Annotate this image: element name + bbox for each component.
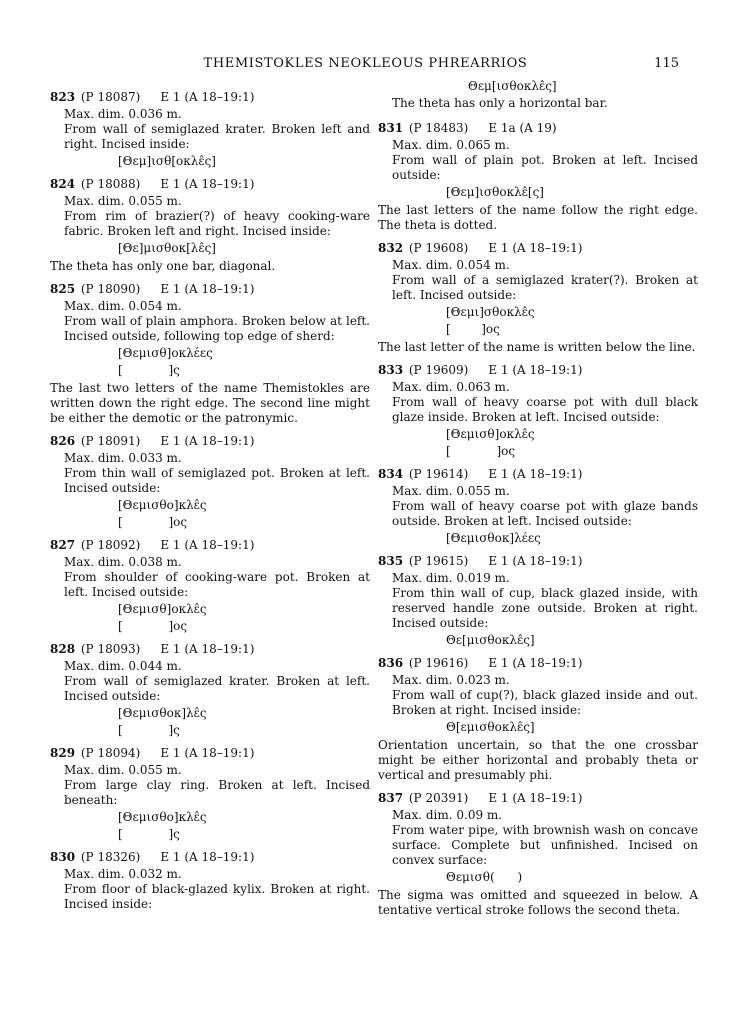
- entry-heading: [378, 554, 698, 569]
- inscription-line: [ ]ος: [446, 322, 500, 336]
- entry-heading: [378, 467, 698, 482]
- commentary: Orientation uncertain, so that the one crossbar might be either horizontal and probably theta or vertical and presumably phi.: [378, 738, 698, 782]
- find-location: E 1 (A 18–19:1): [160, 90, 255, 104]
- catalog-entry: [50, 177, 370, 274]
- inscription-line: [Θεμι]σθοκλε̂ς: [446, 305, 535, 319]
- description: From wall of cup(?), black glazed inside and out. Broken at right. Incised inside:: [392, 688, 698, 717]
- description: From rim of brazier(?) of heavy cooking-ware fabric. Broken left and right. Incised inside:: [64, 209, 370, 238]
- max-dimension: Max. dim. 0.054 m.: [392, 258, 510, 272]
- inventory-number: (P 18087): [77, 90, 141, 104]
- inventory-number: (P 18483): [405, 121, 469, 135]
- inscription-line: Θ[εμισθοκλε̂ς]: [446, 720, 535, 734]
- max-dimension: Max. dim. 0.023 m.: [392, 673, 510, 687]
- catalog-entry: [50, 434, 370, 530]
- continued-note: The theta has only a horizontal bar.: [392, 96, 608, 110]
- commentary: The theta has only one bar, diagonal.: [50, 259, 276, 273]
- entry-heading: [378, 121, 698, 136]
- entry-number: 832: [378, 241, 404, 255]
- entry-heading: [378, 791, 698, 806]
- find-location: E 1 (A 18–19:1): [488, 554, 583, 568]
- entry-heading: [50, 850, 370, 865]
- inventory-number: (P 18326): [77, 850, 141, 864]
- find-location: E 1 (A 18–19:1): [160, 538, 255, 552]
- inscription-line: [Θεμ]ισθοκλε̂[ς]: [446, 185, 544, 199]
- entry-number: 834: [378, 467, 404, 481]
- inscription-line: [ ]ος: [446, 444, 516, 458]
- description: From wall of plain amphora. Broken below at left. Incised outside, following top edge of sherd:: [64, 314, 370, 343]
- max-dimension: Max. dim. 0.032 m.: [64, 867, 182, 881]
- entry-heading: [50, 90, 370, 105]
- max-dimension: Max. dim. 0.055 m.: [64, 194, 182, 208]
- max-dimension: Max. dim. 0.065 m.: [392, 138, 510, 152]
- inscription-line: [ ]ς: [118, 827, 180, 841]
- find-location: E 1 (A 18–19:1): [488, 791, 583, 805]
- max-dimension: Max. dim. 0.055 m.: [64, 763, 182, 777]
- entry-number: 837: [378, 791, 404, 805]
- find-location: E 1 (A 18–19:1): [488, 467, 583, 481]
- inventory-number: (P 18088): [77, 177, 141, 191]
- inscription-line: [Θεμισθ]οκλέες: [118, 346, 213, 360]
- inventory-number: (P 19608): [405, 241, 469, 255]
- catalog-entry: [378, 363, 698, 459]
- description: From wall of plain pot. Broken at left. Incised outside:: [392, 153, 698, 182]
- max-dimension: Max. dim. 0.063 m.: [392, 380, 510, 394]
- entry-heading: [50, 177, 370, 192]
- catalog-entry: [50, 850, 370, 912]
- inventory-number: (P 20391): [405, 791, 469, 805]
- entry-number: 833: [378, 363, 404, 377]
- entry-heading: [378, 363, 698, 378]
- entry-number: 826: [50, 434, 76, 448]
- description: From wall of a semiglazed krater(?). Broken at left. Incised outside:: [392, 273, 698, 302]
- inventory-number: (P 19615): [405, 554, 469, 568]
- inventory-number: (P 19609): [405, 363, 469, 377]
- entry-heading: [378, 656, 698, 671]
- commentary: The sigma was omitted and squeezed in below. A tentative vertical stroke follows the second theta.: [378, 888, 698, 917]
- inventory-number: (P 18091): [77, 434, 141, 448]
- max-dimension: Max. dim. 0.033 m.: [64, 451, 182, 465]
- page-number: 115: [654, 56, 679, 71]
- find-location: E 1 (A 18–19:1): [160, 850, 255, 864]
- catalog-entry: [50, 282, 370, 426]
- entry-heading: [50, 538, 370, 553]
- description: From thin wall of semiglazed pot. Broken at left. Incised outside:: [64, 466, 370, 495]
- inventory-number: (P 19616): [405, 656, 469, 670]
- entry-heading: [50, 642, 370, 657]
- inscription-line: [ ]ς: [118, 723, 180, 737]
- inscription-line: [Θεμισθ]οκλε̂ς: [118, 602, 207, 616]
- description: From floor of black-glazed kylix. Broken at right. Incised inside:: [64, 882, 370, 911]
- running-title: THEMISTOKLES NEOKLEOUS PHREARRIOS: [203, 56, 528, 71]
- inventory-number: (P 18092): [77, 538, 141, 552]
- inventory-number: (P 19614): [405, 467, 469, 481]
- max-dimension: Max. dim. 0.044 m.: [64, 659, 182, 673]
- right-entries: [378, 121, 698, 918]
- catalog-entry: [378, 241, 698, 355]
- inscription-line: Θε[μισθοκλε̂ς]: [446, 633, 535, 647]
- find-location: E 1 (A 18–19:1): [160, 282, 255, 296]
- continued-inscription: Θεμ[ισθοκλε̂ς]: [468, 79, 557, 93]
- max-dimension: Max. dim. 0.036 m.: [64, 107, 182, 121]
- inventory-number: (P 18093): [77, 642, 141, 656]
- catalog-entry: [378, 554, 698, 648]
- entry-number: 836: [378, 656, 404, 670]
- entry-number: 828: [50, 642, 76, 656]
- catalog-entry: [50, 538, 370, 634]
- commentary: The last two letters of the name Themistokles are written down the right edge. The second line might be either the demotic or the patronymic.: [50, 381, 370, 425]
- catalog-entry: [50, 90, 370, 169]
- catalog-entry: [50, 746, 370, 842]
- inscription-line: Θεμισθ( ): [446, 870, 523, 884]
- entry-number: 835: [378, 554, 404, 568]
- find-location: E 1 (A 18–19:1): [488, 241, 583, 255]
- entry-number: 829: [50, 746, 76, 760]
- inscription-line: [ ]ς: [118, 363, 180, 377]
- entry-number: 825: [50, 282, 76, 296]
- inventory-number: (P 18090): [77, 282, 141, 296]
- max-dimension: Max. dim. 0.054 m.: [64, 299, 182, 313]
- inscription-line: [Θεμ]ισθ[οκλε̂ς]: [118, 154, 216, 168]
- left-column: [50, 90, 370, 920]
- inscription-line: [Θεμισθοκ]λε̂ς: [118, 706, 207, 720]
- entry-number: 823: [50, 90, 76, 104]
- description: From wall of heavy coarse pot with dull black glaze inside. Broken at left. Incised outside:: [392, 395, 698, 424]
- find-location: E 1 (A 18–19:1): [488, 363, 583, 377]
- find-location: E 1a (A 19): [488, 121, 557, 135]
- entry-heading: [50, 282, 370, 297]
- description: From shoulder of cooking-ware pot. Broken at left. Incised outside:: [64, 570, 370, 599]
- inventory-number: (P 18094): [77, 746, 141, 760]
- description: From wall of semiglazed krater. Broken left and right. Incised inside:: [64, 122, 370, 151]
- inscription-line: [ ]ος: [118, 515, 188, 529]
- find-location: E 1 (A 18–19:1): [160, 642, 255, 656]
- inscription-line: [Θεμισθ]οκλε̂ς: [446, 427, 535, 441]
- max-dimension: Max. dim. 0.055 m.: [392, 484, 510, 498]
- description: From large clay ring. Broken at left. Incised beneath:: [64, 778, 370, 807]
- inscription-line: [Θεμισθο]κλε̂ς: [118, 498, 207, 512]
- commentary: The last letter of the name is written below the line.: [378, 340, 696, 354]
- catalog-entry: [378, 467, 698, 546]
- entry-number: 824: [50, 177, 76, 191]
- catalog-entry: [378, 656, 698, 783]
- catalog-entry: [378, 791, 698, 918]
- entry-heading: [378, 241, 698, 256]
- description: From water pipe, with brownish wash on concave surface. Complete but unfinished. Incised on convex surface:: [392, 823, 698, 867]
- inscription-line: [ ]ος: [118, 619, 188, 633]
- catalog-entry: [378, 121, 698, 233]
- find-location: E 1 (A 18–19:1): [488, 656, 583, 670]
- running-head: [0, 56, 731, 76]
- right-column: [378, 79, 698, 926]
- entry-heading: [50, 746, 370, 761]
- inscription-line: [Θε]μισθοκ[λε̂ς]: [118, 241, 216, 255]
- max-dimension: Max. dim. 0.019 m.: [392, 571, 510, 585]
- find-location: E 1 (A 18–19:1): [160, 177, 255, 191]
- find-location: E 1 (A 18–19:1): [160, 434, 255, 448]
- max-dimension: Max. dim. 0.09 m.: [392, 808, 503, 822]
- inscription-line: [Θεμισθοκ]λέες: [446, 531, 541, 545]
- find-location: E 1 (A 18–19:1): [160, 746, 255, 760]
- max-dimension: Max. dim. 0.038 m.: [64, 555, 182, 569]
- entry-number: 831: [378, 121, 404, 135]
- entry-number: 827: [50, 538, 76, 552]
- commentary: The last letters of the name follow the right edge. The theta is dotted.: [378, 203, 698, 232]
- entry-heading: [50, 434, 370, 449]
- description: From wall of heavy coarse pot with glaze bands outside. Broken at left. Incised outside:: [392, 499, 698, 528]
- description: From wall of semiglazed krater. Broken at left. Incised outside:: [64, 674, 370, 703]
- description: From thin wall of cup, black glazed inside, with reserved handle zone outside. Broken at right. Incised outside:: [392, 586, 698, 630]
- inscription-line: [Θεμισθο]κλε̂ς: [118, 810, 207, 824]
- entry-number: 830: [50, 850, 76, 864]
- catalog-entry: [50, 642, 370, 738]
